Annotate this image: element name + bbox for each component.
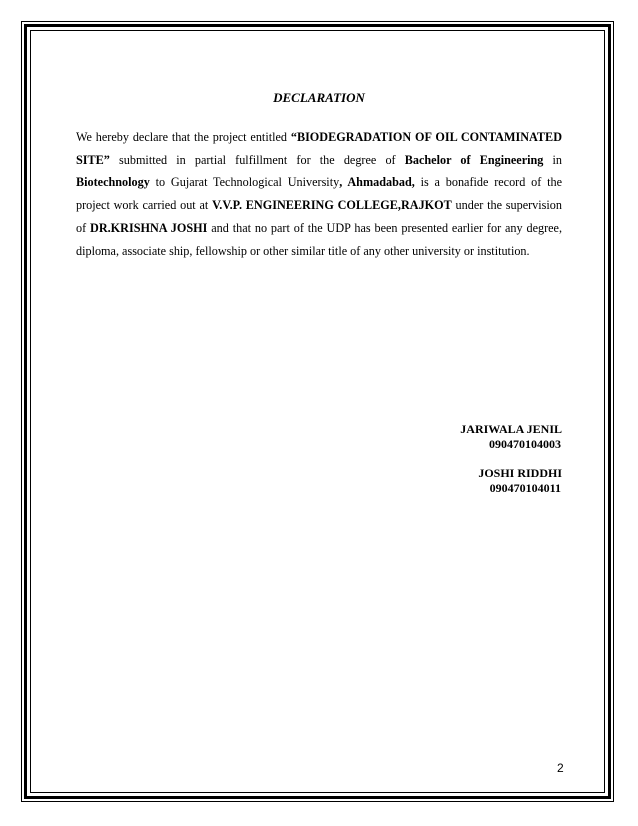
- discipline-name: Biotechnology: [76, 175, 150, 190]
- paragraph-segment: submitted in partial fulfillment for the degree of: [109, 152, 405, 167]
- declaration-paragraph: [76, 126, 562, 262]
- paragraph-segment: in: [543, 152, 562, 167]
- page-number: 2: [557, 761, 564, 775]
- university-city: , Ahmadabad,: [339, 175, 415, 190]
- supervisor-name: DR.KRISHNA JOSHI: [90, 220, 208, 235]
- signatory-name: JARIWALA JENIL: [460, 422, 562, 436]
- project-title: “BIODEGRADATION OF OIL CONTAMINATED SITE”: [76, 130, 562, 167]
- paragraph-segment: under the supervision of: [76, 198, 562, 235]
- paragraph-segment: and that no part of the UDP has been presented earlier for any degree, diploma, associate ship, fellowship or other similar title of any other university or institution.: [76, 220, 563, 258]
- signatory: [460, 422, 562, 452]
- college-name: V.V.P. ENGINEERING COLLEGE,RAJKOT: [212, 198, 452, 213]
- paragraph-segment: We hereby declare that the project entitled: [76, 130, 291, 144]
- paragraph-segment: is a bonafide record of the project work carried out at: [76, 175, 562, 213]
- signatory-enrollment: 090470104011: [489, 481, 561, 495]
- signatory: [460, 466, 562, 496]
- degree-name: Bachelor of Engineering: [404, 152, 544, 167]
- signatures-block: [460, 422, 562, 496]
- page-title: DECLARATION: [273, 90, 365, 105]
- signatory-enrollment: 090470104003: [489, 437, 561, 451]
- paragraph-segment: to Gujarat Technological University: [149, 175, 340, 190]
- signatory-name: JOSHI RIDDHI: [478, 466, 562, 480]
